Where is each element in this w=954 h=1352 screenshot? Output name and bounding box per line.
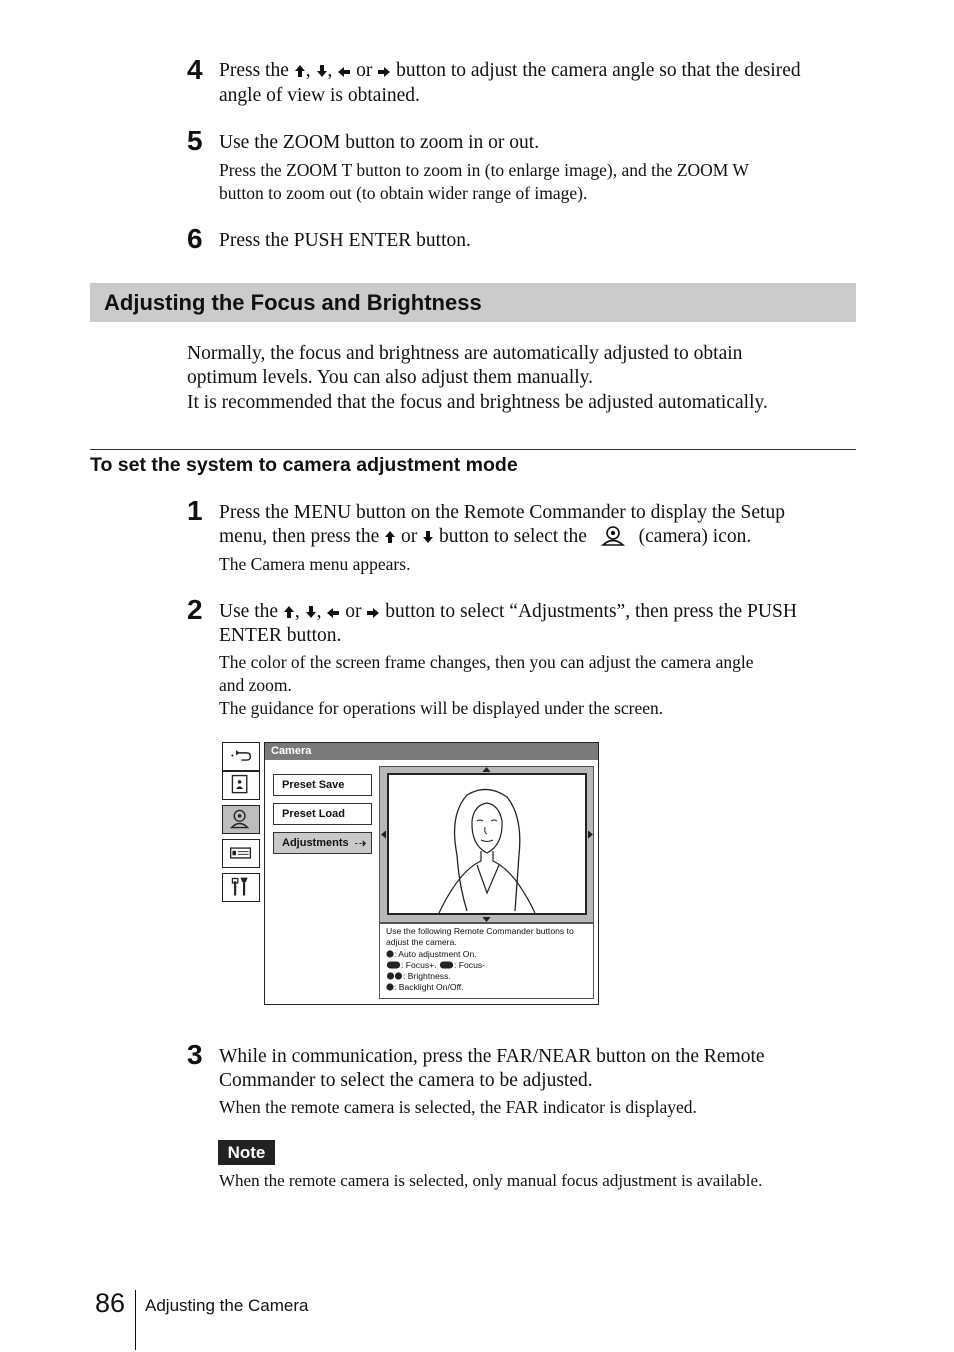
sep-comma: , [316,601,322,622]
focus-plus-button-icon [386,961,401,969]
guide-line [386,949,587,960]
step-2-detail-3: The guidance for operations will be displayed under the screen. [219,698,664,718]
step-2-line-2: ENTER button. [219,625,342,646]
sep-comma: , [294,601,300,622]
brightness-buttons-icon [386,972,403,980]
return-icon [223,743,258,769]
pan-right-arrow-icon[interactable] [588,830,593,839]
camera-preview-frame [379,766,594,923]
enter-arrow-icon [355,839,367,848]
step-1-line-2a: menu, then press the [219,526,380,547]
camera-icon [223,806,258,832]
subsection-title: To set the system to camera adjustment mode [90,454,518,476]
guide-focus-minus-text: : Focus- [453,959,486,970]
sidebar-profile-button[interactable] [222,771,260,800]
arrow-right-icon [378,67,390,77]
sep-or: or [401,526,418,547]
step-4-text-c: angle of view is obtained. [219,84,420,106]
profile-icon [223,772,258,798]
arrow-up-icon [284,606,294,618]
sep-comma: , [327,60,333,81]
step-1-line-2c: (camera) icon. [638,526,752,547]
backlight-button-icon [386,983,394,991]
step-2-detail-1: The color of the screen frame changes, then you can adjust the camera angle [219,652,754,672]
running-footer-title: Adjusting the Camera [145,1296,309,1315]
section-title: Adjusting the Focus and Brightness [104,290,482,315]
guidance-box [379,923,594,999]
tools-icon [223,874,258,900]
step-2-line-1b: button to select “Adjustments”, then press the PUSH [385,601,797,622]
step-4-text-b: button to adjust the camera angle so that the desired [396,60,801,81]
divider [90,449,856,450]
step-4-text-a: Press the [219,60,289,81]
adjustments-label: Adjustments [282,837,349,849]
guide-line [386,960,587,971]
arrow-left-icon [327,608,339,618]
step-3-line-2: Commander to select the camera to be adjusted. [219,1070,593,1091]
auto-button-icon [386,950,394,958]
step-5-text: Use the ZOOM button to zoom in or out. [219,132,540,153]
step-1-line-1: Press the MENU button on the Remote Commander to display the Setup [219,502,785,523]
pan-up-arrow-icon[interactable] [482,767,491,772]
panel-title: Camera [265,743,598,760]
sep-or: or [356,60,373,81]
step-number: 4 [187,54,203,85]
step-number: 3 [187,1039,203,1070]
step-5-detail-1: Press the ZOOM T button to zoom in (to enlarge image), and the ZOOM W [219,160,749,180]
step-1-detail: The Camera menu appears. [219,554,411,574]
step-3-detail: When the remote camera is selected, the FAR indicator is displayed. [219,1097,697,1117]
section-paragraph-3: It is recommended that the focus and brightness be adjusted automatically. [187,392,768,413]
step-3-line-1: While in communication, press the FAR/NEAR button on the Remote [219,1046,765,1067]
pan-down-arrow-icon[interactable] [482,917,491,922]
arrow-up-icon [385,531,395,543]
sep-comma: , [305,60,311,81]
step-5-detail-2: button to zoom out (to obtain wider range of image). [219,183,588,203]
step-2-detail-2: and zoom. [219,675,292,695]
camera-menu-panel [264,742,599,1005]
camera-icon [598,525,628,547]
guide-auto-text: : Auto adjustment On. [394,948,477,959]
focus-minus-button-icon [439,961,454,969]
step-2-line-1a: Use the [219,601,279,622]
preset-save-button[interactable]: Preset Save [273,774,372,796]
guide-focus-plus-text: : Focus+. [401,959,437,970]
guide-backlight-text: : Backlight On/Off. [394,982,464,993]
arrow-down-icon [306,606,316,618]
arrow-right-icon [367,608,379,618]
display-icon [223,840,258,866]
guide-brightness-text: : Brightness. [403,971,451,982]
step-1-line-2b: button to select the [439,526,587,547]
section-paragraph-2: optimum levels. You can also adjust them manually. [187,367,594,388]
arrow-down-icon [423,531,433,543]
section-paragraph-1: Normally, the focus and brightness are automatically adjusted to obtain [187,343,743,364]
step-2-line-1 [219,600,859,625]
section-heading-bar [90,283,856,322]
step-1-line-2 [219,525,859,550]
step-number: 5 [187,125,203,156]
preset-load-button[interactable]: Preset Load [273,803,372,825]
adjustments-button[interactable] [273,832,372,854]
sidebar-camera-button[interactable] [222,805,260,834]
arrow-left-icon [338,67,350,77]
arrow-up-icon [295,65,305,77]
sep-or: or [345,601,362,622]
step-number: 6 [187,223,203,254]
page-number: 86 [95,1288,126,1318]
guide-line: adjust the camera. [386,937,457,948]
pan-left-arrow-icon[interactable] [381,830,386,839]
sidebar-tools-button[interactable] [222,873,260,902]
arrow-down-icon [317,65,327,77]
note-badge: Note [218,1140,275,1165]
guide-line: Use the following Remote Commander buttons to [386,926,574,936]
note-text: When the remote camera is selected, only manual focus adjustment is available. [219,1171,763,1190]
person-portrait-illustration [389,775,585,913]
guide-line [386,971,587,982]
footer-divider [135,1290,136,1350]
step-number: 1 [187,495,203,526]
step-6-text: Press the PUSH ENTER button. [219,230,471,251]
step-number: 2 [187,594,203,625]
sidebar-return-button[interactable] [222,742,260,771]
camera-preview [387,773,587,915]
guide-line [386,982,587,993]
sidebar-display-button[interactable] [222,839,260,868]
step-4-text [219,59,859,108]
